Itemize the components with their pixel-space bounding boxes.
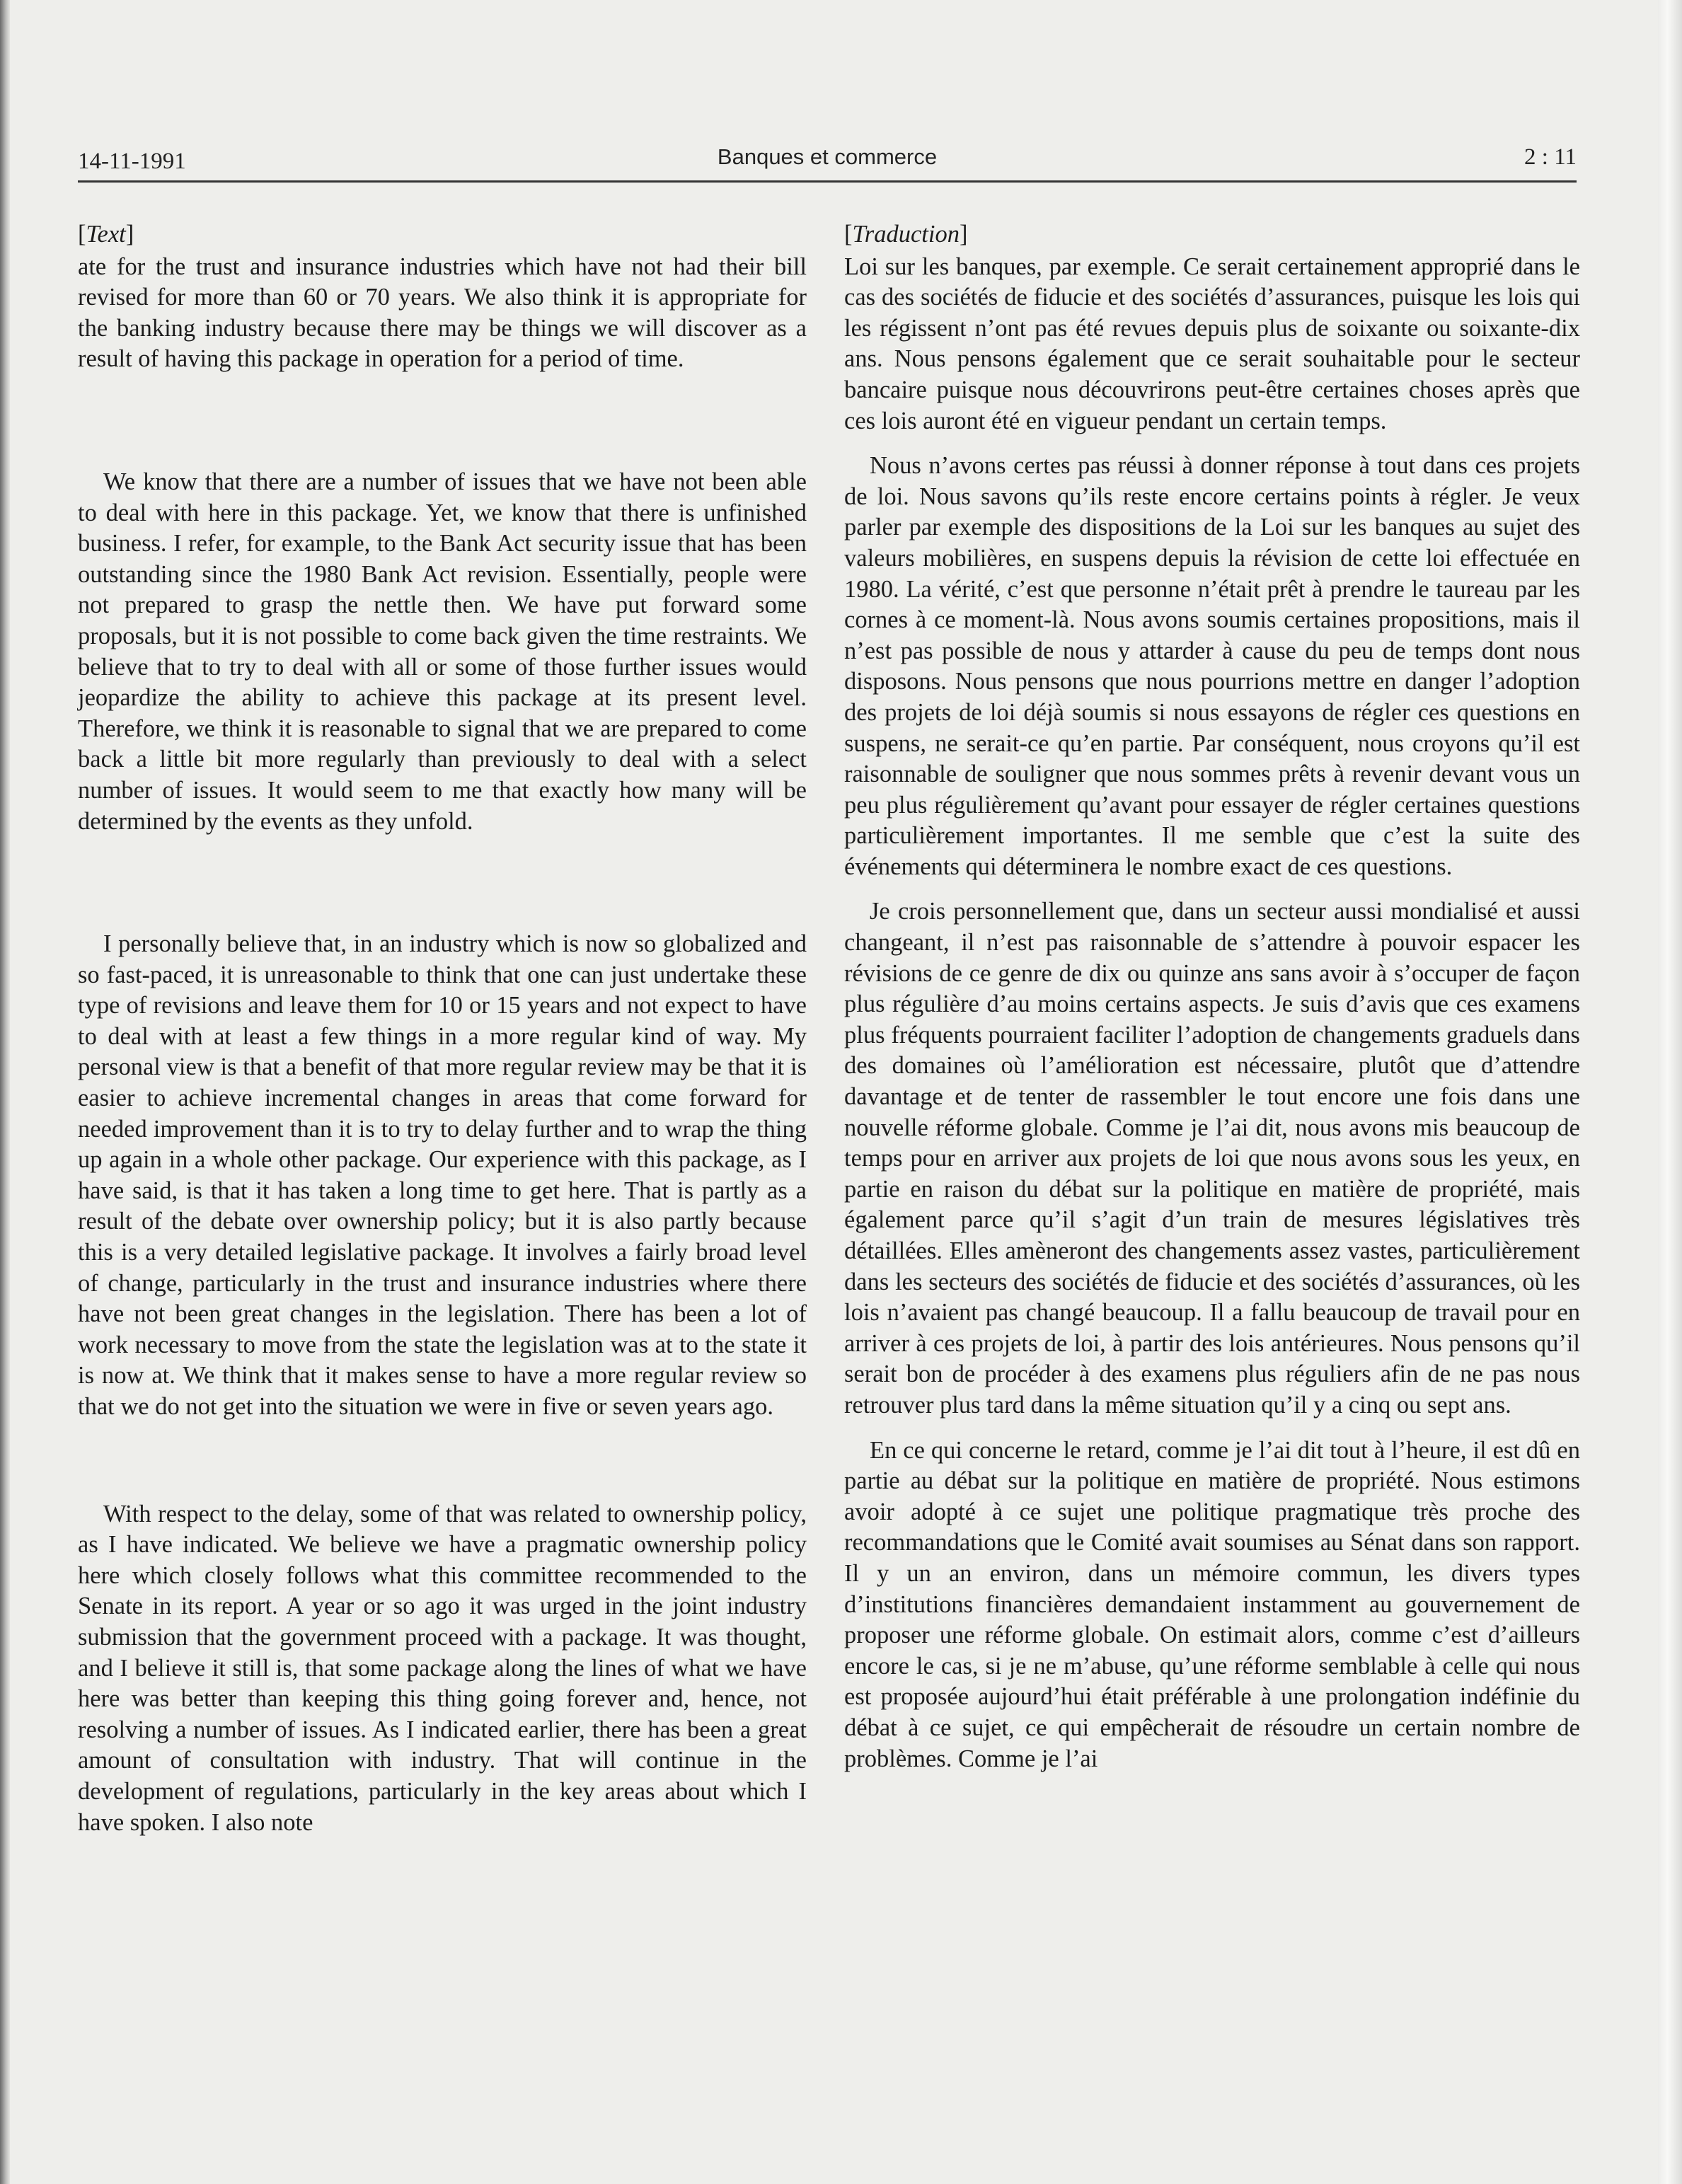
- column-label: [Traduction]: [844, 221, 968, 248]
- paragraph: Nous n’avons certes pas réussi à donner réponse à tout dans ces projets de loi. Nous savons qu’ils reste encore certains points à régler. Je veux parler par exemple des dispositions de la Loi sur les banques au sujet des valeurs mobilières, en suspens depuis la révision de cette loi effectuée en 1980. La vérité, c’est que personne n’était prêt à prendre le taureau par les cornes à ce moment-là. Nous avons soumis certaines propositions, mais il n’est pas possible de nous y attarder à cause du peu de temps dont nous disposons. Nous pensons que nous pourrions mettre en danger l’adoption des projets de loi déjà soumis si nous essayons de régler ces questions en suspens, ne serait-ce qu’en partie. Par conséquent, nous croyons qu’il est raisonnable de souligner que nous sommes prêts à revenir devant vous un peu plus régulièrement qu’avant pour essayer de régler certaines questions particulièrement importantes. Il me semble que c’est la suite des événements qui déterminera le nombre exact de ces questions.: [844, 452, 1580, 880]
- running-header: [78, 141, 1577, 183]
- page-edge: [1658, 0, 1682, 2184]
- binding-shadow: [0, 0, 10, 2184]
- header-title: Banques et commerce: [717, 144, 938, 169]
- paragraph: With respect to the delay, some of that was related to ownership policy, as I have indicated. We believe we have a pragmatic ownership policy here which closely follows what this committee recommended to the Senate in its report. A year or so ago it was urged in the joint industry submission that the government proceed with a package. It was thought, and I believe it still is, that some package along the lines of what we have here was better than keeping this thing going forever and, hence, not resolving a number of issues. As I indicated earlier, there has been a great amount of consultation with industry. That will continue in the development of regulations, particularly in the key areas about which I have spoken. I also note: [78, 1500, 807, 1836]
- paragraph: En ce qui concerne le retard, comme je l’ai dit tout à l’heure, il est dû en partie au débat sur la politique en matière de propriété. Nous estimons avoir adopté à ce sujet une politique pragmatique très proche des recommandations que le Comité avait soumises au Sénat dans son rapport. Il y un an environ, dans un mémoire commun, les divers types d’institutions financières demandaient instamment au gouvernement de proposer une réforme globale. On estimait alors, comme c’est d’ailleurs encore le cas, si je ne m’abuse, qu’une réforme semblable à celle qui nous est proposée aujourd’hui était préférable à une prolongation indéfinie du débat à ce sujet, ce qui empêcherait de résoudre un certain nombre de problèmes. Comme je l’ai: [844, 1436, 1580, 1772]
- column-label: [Text]: [78, 221, 134, 248]
- paragraph: I personally believe that, in an industry which is now so globalized and so fast-paced, it is unreasonable to think that one can just undertake these type of revisions and leave them for 10 or 15 years and not expect to have to deal with at least a few things in a more regular kind of way. My personal view is that a benefit of that more regular review may be that it is easier to achieve incremental changes in areas that come forward for needed improvement than it is to try to delay further and to wrap the thing up again in a whole other package. Our experience with this package, as I have said, is that it has taken a long time to get here. That is partly as a result of the debate over ownership policy; but it is also partly because this is a very detailed legislative package. It involves a fairly broad level of change, particularly in the trust and insurance industries where there have not been great changes in the legislation. There has been a lot of work necessary to move from the state the legislation was at to the state it is now at. We think that it makes sense to have a more regular review so that we do not get into the situation we were in five or seven years ago.: [78, 930, 807, 1420]
- paragraph: Loi sur les banques, par exemple. Ce serait certainement approprié dans le cas des sociétés de fiducie et des sociétés d’assurances, puisque les lois qui les régissent n’ont pas été revues depuis plus de soixante ou soixante-dix ans. Nous pensons également que ce serait souhaitable pour le secteur bancaire puisque nous découvrirons peut-être certaines choses après que ces lois auront été en vigueur pendant un certain temps.: [844, 253, 1580, 434]
- english-column: [78, 219, 807, 1838]
- french-column: [844, 219, 1580, 1774]
- page-number: 2 : 11: [1524, 144, 1577, 170]
- header-rule: [78, 180, 1577, 183]
- paragraph: ate for the trust and insurance industries which have not had their bill revised for more than 60 or 70 years. We also think it is appropriate for the banking industry because there may be things we will discover as a result of having this package in operation for a period of time.: [78, 253, 807, 373]
- paragraph: Je crois personnellement que, dans un secteur aussi mondialisé et aussi changeant, il n’est pas raisonnable de s’attendre à pouvoir espacer les révisions de ce genre de dix ou quinze ans sans avoir à s’occuper de façon plus régulière d’au moins certains aspects. Je suis d’avis que ces examens plus fréquents pourraient faciliter l’adoption de changements graduels dans des domaines où l’amélioration est nécessaire, plutôt que d’attendre davantage et de tenter de rassembler le tout encore une fois dans une nouvelle réforme globale. Comme je l’ai dit, nous avons mis beaucoup de temps pour en arriver aux projets de loi que nous avons sous les yeux, en partie en raison du débat sur la politique en matière de propriété, mais également parce qu’il s’agit d’un train de mesures législatives très détaillées. Elles amèneront des changements assez vastes, particulièrement dans les secteurs des sociétés de fiducie et des sociétés d’assurances, où les lois n’avaient pas changé beaucoup. Il a fallu beaucoup de travail pour en arriver à ces projets de loi, à partir des lois antérieures. Nous pensons qu’il serait bon de procéder à des examens plus réguliers afin de ne pas nous retrouver plus tard dans la même situation qu’il y a cinq ou sept ans.: [844, 898, 1580, 1419]
- header-date: 14-11-1991: [78, 149, 186, 174]
- paragraph: We know that there are a number of issues that we have not been able to deal with here in this package. Yet, we know that there is unfinished business. I refer, for example, to the Bank Act security issue that has been outstanding since the 1980 Bank Act revision. Essentially, people were not prepared to grasp the nettle then. We have put forward some proposals, but it is not possible to come back given the time restraints. We believe that to try to deal with all or some of those further issues would jeopardize the ability to achieve this package at its present level. Therefore, we think it is reasonable to signal that we are prepared to come back a little bit more regularly than previously to deal with a select number of issues. It would seem to me that exactly how many will be determined by the events as they unfold.: [78, 468, 807, 835]
